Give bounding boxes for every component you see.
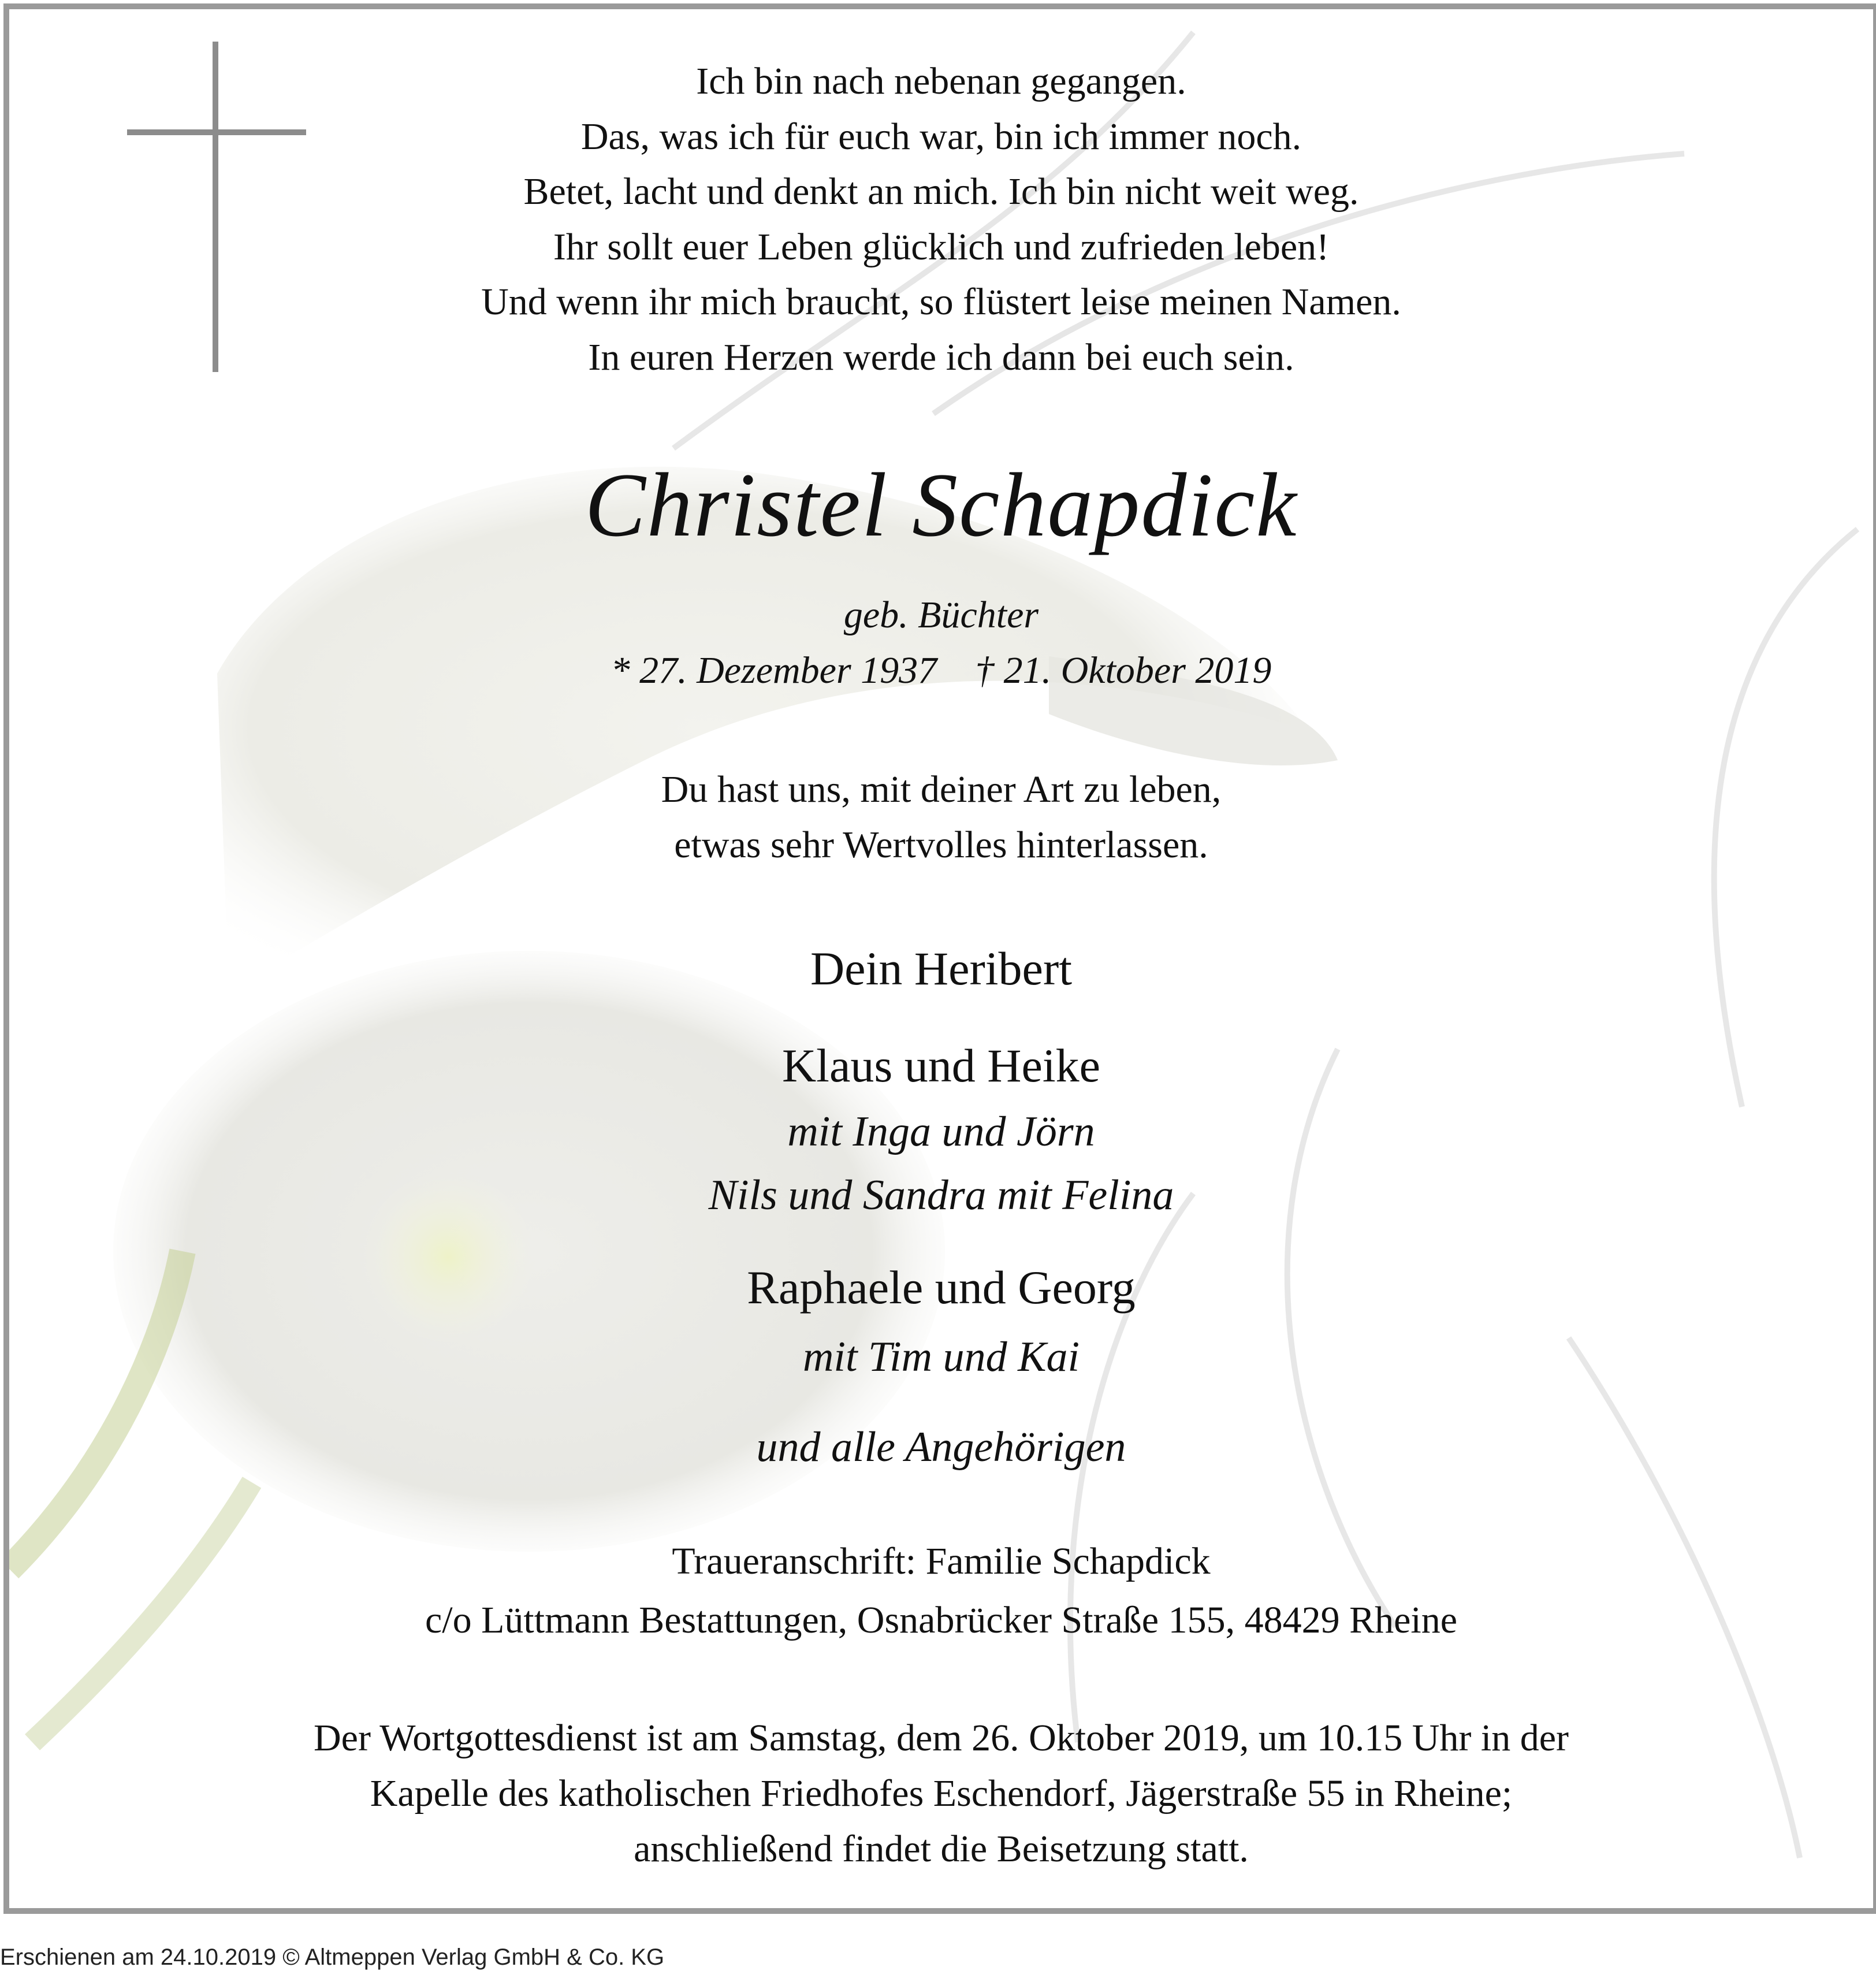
- poem-line: Ich bin nach nebenan gegangen.: [696, 60, 1186, 102]
- mourner-child: Klaus und Heike: [781, 1039, 1101, 1092]
- birth-name: geb. Büchter: [843, 594, 1039, 636]
- tribute-line: Du hast uns, mit deiner Art zu leben,: [661, 768, 1222, 810]
- poem-line: Betet, lacht und denkt an mich. Ich bin nicht weit weg.: [523, 170, 1359, 213]
- service-info-line: anschließend findet die Beisetzung statt.: [634, 1828, 1249, 1870]
- service-info-line: Kapelle des katholischen Friedhofes Eschendorf, Jägerstraße 55 in Rheine;: [370, 1772, 1513, 1815]
- mourner-child: Raphaele und Georg: [747, 1261, 1136, 1314]
- mourner-grandchildren: mit Tim und Kai: [802, 1333, 1080, 1381]
- mourning-address-line: c/o Lüttmann Bestattungen, Osnabrücker Straße 155, 48429 Rheine: [425, 1599, 1458, 1641]
- deceased-name: Christel Schapdick: [585, 455, 1298, 556]
- publication-credit: Erschienen am 24.10.2019 © Altmeppen Verlag GmbH & Co. KG: [0, 1944, 665, 1970]
- mourner-spouse: Dein Heribert: [810, 942, 1073, 995]
- mourner-relatives: und alle Angehörigen: [756, 1423, 1126, 1471]
- life-dates: * 27. Dezember 1937 † 21. Oktober 2019: [611, 649, 1272, 691]
- service-info-line: Der Wortgottesdienst ist am Samstag, dem 26. Oktober 2019, um 10.15 Uhr in der: [313, 1717, 1569, 1759]
- poem-line: In euren Herzen werde ich dann bei euch sein.: [588, 336, 1294, 378]
- poem-line: Und wenn ihr mich braucht, so flüstert leise meinen Namen.: [481, 281, 1401, 323]
- mourner-grandchildren: Nils und Sandra mit Felina: [708, 1172, 1174, 1219]
- poem-line: Das, was ich für euch war, bin ich immer noch.: [580, 116, 1302, 158]
- poem-line: Ihr sollt euer Leben glücklich und zufrieden leben!: [553, 226, 1330, 268]
- mourning-address-line: Traueranschrift: Familie Schapdick: [672, 1540, 1211, 1582]
- obituary-notice: [3, 3, 1876, 1914]
- mourner-grandchildren: mit Inga und Jörn: [787, 1108, 1095, 1155]
- tribute-line: etwas sehr Wertvolles hinterlassen.: [674, 824, 1208, 866]
